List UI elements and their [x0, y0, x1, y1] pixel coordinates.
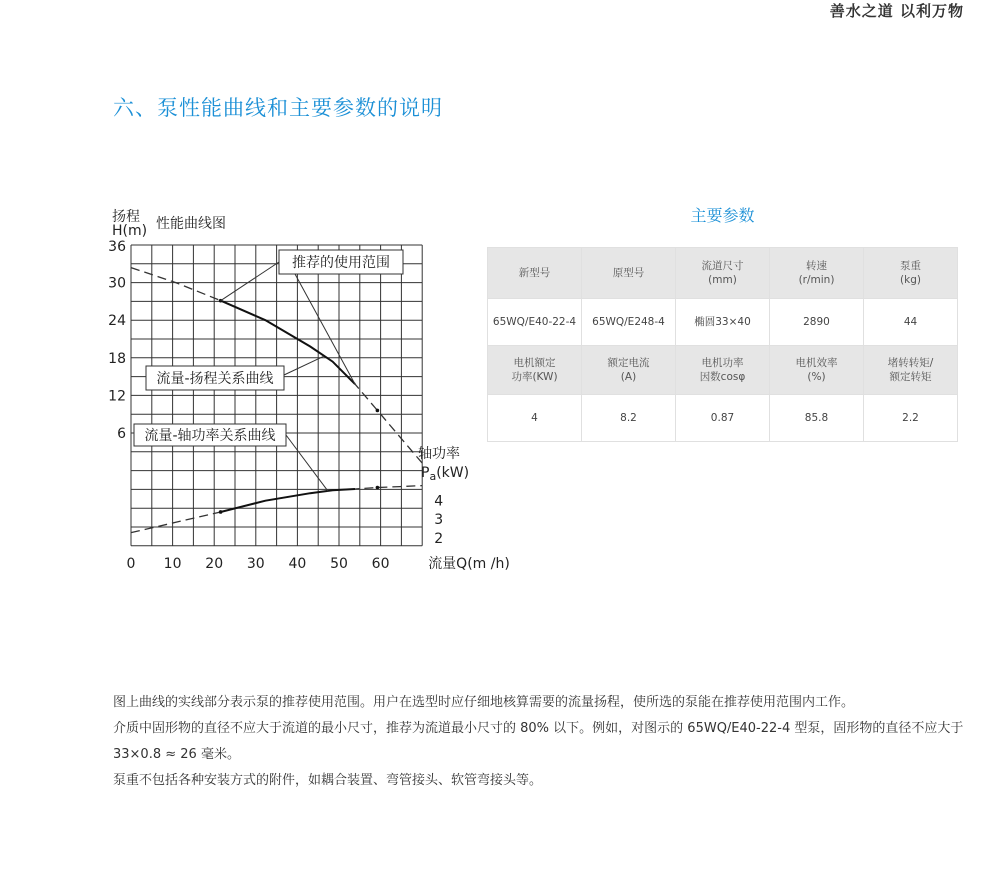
- y-axis-unit: H(m): [112, 223, 148, 239]
- head-tick-label: 18: [108, 350, 126, 367]
- recommended-range-callout-label: 推荐的使用范围: [292, 255, 390, 271]
- x-tick-label: 30: [246, 555, 265, 572]
- header-cell: 新型号: [488, 248, 582, 299]
- note-paragraph: 图上曲线的实线部分表示泵的推荐使用范围。用户在选型时应仔细地核算需要的流量扬程，使所选的泵能在推荐使用范围内工作。: [113, 695, 855, 710]
- leader-line: [221, 262, 279, 301]
- x-tick-label: 0: [126, 555, 136, 572]
- head-curve-point: [376, 409, 380, 413]
- header-cell: 堵转转矩/ 额定转矩: [864, 346, 958, 395]
- header-cell: 泵重 (kg): [864, 248, 958, 299]
- value-cell: 44: [864, 299, 958, 346]
- chart-title: 性能曲线图: [156, 216, 226, 232]
- head-tick-label: 12: [108, 388, 126, 405]
- power-tick-label: 2: [434, 531, 444, 547]
- value-cell: 8.2: [582, 395, 676, 442]
- head-curve-callout-label: 流量-扬程关系曲线: [156, 371, 274, 387]
- value-cell: 65WQ/E248-4: [582, 299, 676, 346]
- power-axis-unit: $P_a(kW)$: [421, 465, 470, 483]
- power-curve-point: [376, 486, 380, 490]
- value-cell: 椭圆33×40: [676, 299, 770, 346]
- header-cell: 原型号: [582, 248, 676, 299]
- header-slogan: 善水之道 以利万物: [829, 2, 964, 20]
- power-tick-label: 4: [434, 493, 444, 510]
- leader-line: [284, 356, 324, 375]
- params-value-row-2: [488, 395, 958, 442]
- leader-line: [295, 274, 355, 384]
- x-tick-label: 50: [330, 555, 348, 572]
- head-tick-label: 30: [108, 275, 126, 292]
- section-title: 六、泵性能曲线和主要参数的说明: [113, 96, 443, 120]
- power-curve-point: [219, 510, 223, 514]
- params-value-row-1: [488, 299, 958, 346]
- value-cell: 4: [488, 395, 582, 442]
- head-tick-label: 36: [108, 239, 126, 255]
- y-axis-label: 扬程: [112, 209, 140, 225]
- power-curve-callout-label: 流量-轴功率关系曲线: [144, 428, 276, 444]
- header-cell: 转速 (r/min): [770, 248, 864, 299]
- notes-section: [113, 690, 973, 794]
- power-tick-label: 3: [434, 512, 444, 529]
- x-tick-label: 40: [288, 555, 307, 572]
- params-header-row-2: [488, 346, 958, 395]
- leader-line: [286, 435, 328, 491]
- x-axis-label: 流量Q(m /h): [428, 555, 510, 572]
- header-cell: 额定电流 (A): [582, 346, 676, 395]
- value-cell: 0.87: [676, 395, 770, 442]
- x-tick-label: 20: [205, 555, 224, 572]
- value-cell: 2.2: [864, 395, 958, 442]
- params-header-row-1: [488, 248, 958, 299]
- params-title: 主要参数: [690, 206, 755, 225]
- note-paragraph: 介质中固形物的直径不应大于流道的最小尺寸，推荐为流道最小尺寸的 80% 以下。例如，对图示的 65WQ/E40-22-4 型泵，固形物的直径不应大于 33×0.8 ≈ 26 毫米。: [113, 721, 964, 762]
- header-cell: 电机功率 因数cosφ: [676, 346, 770, 395]
- value-cell: 2890: [770, 299, 864, 346]
- value-cell: 65WQ/E40-22-4: [488, 299, 582, 346]
- header-cell: 电机效率 (%): [770, 346, 864, 395]
- note-paragraph: 泵重不包括各种安装方式的附件，如耦合装置、弯管接头、软管弯接头等。: [113, 773, 543, 788]
- x-tick-label: 60: [371, 555, 390, 572]
- header-cell: 电机额定 功率(KW): [488, 346, 582, 395]
- value-cell: 85.8: [770, 395, 864, 442]
- head-tick-label: 6: [117, 426, 126, 442]
- params-table: [487, 247, 958, 442]
- head-tick-label: 24: [108, 313, 126, 330]
- x-tick-label: 10: [163, 555, 182, 572]
- power-axis-label: 轴功率: [418, 446, 460, 462]
- header-cell: 流道尺寸 (mm): [676, 248, 770, 299]
